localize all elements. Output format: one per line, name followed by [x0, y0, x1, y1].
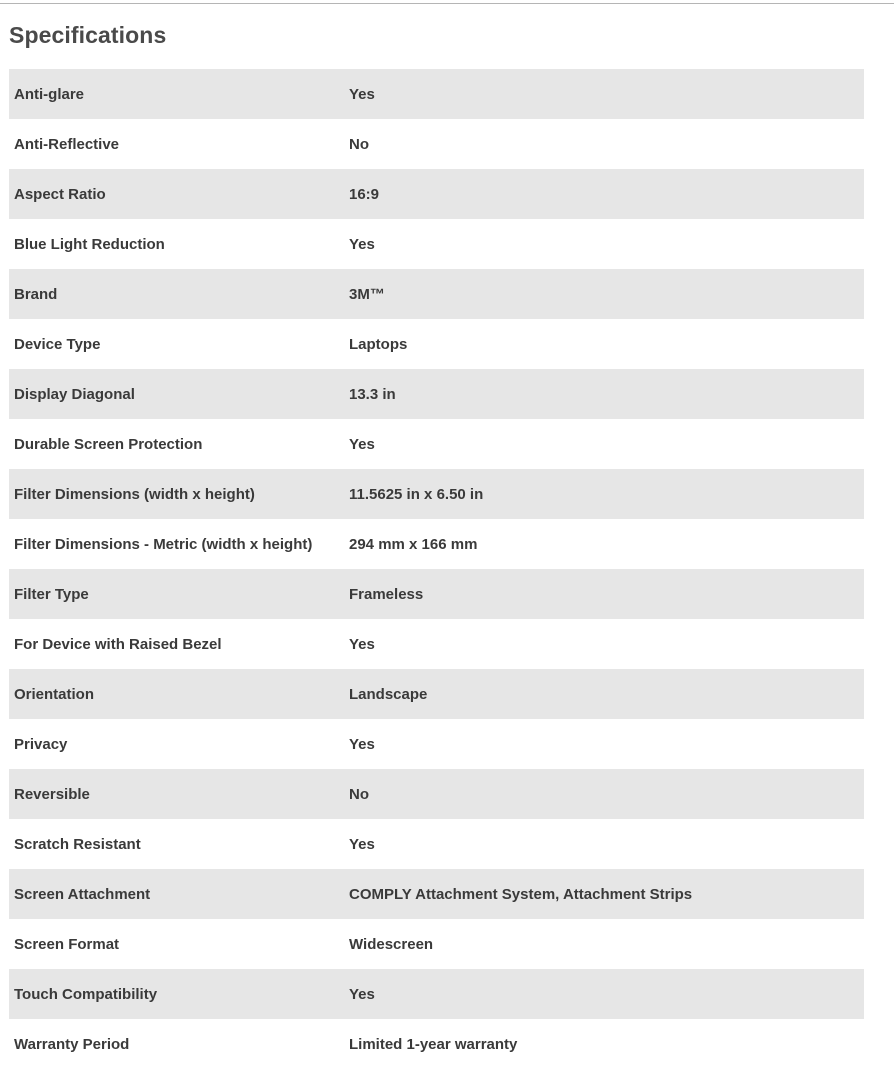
spec-label: Device Type [14, 335, 101, 353]
spec-row [9, 519, 864, 569]
spec-value: Landscape [349, 685, 428, 703]
spec-row [9, 1019, 864, 1069]
spec-label: Scratch Resistant [14, 835, 141, 853]
spec-value: Widescreen [349, 935, 434, 953]
spec-value: 294 mm x 166 mm [349, 535, 478, 553]
spec-label: Anti-Reflective [14, 135, 120, 153]
spec-row [9, 969, 864, 1019]
spec-row [9, 369, 864, 419]
spec-label: Display Diagonal [14, 385, 135, 403]
spec-label: Filter Dimensions (width x height) [14, 485, 255, 503]
spec-label: Anti-glare [14, 85, 85, 103]
spec-value: No [349, 135, 369, 153]
top-divider [0, 3, 894, 4]
spec-row [9, 569, 864, 619]
spec-label: Touch Compatibility [14, 985, 158, 1003]
spec-row [9, 469, 864, 519]
spec-row [9, 119, 864, 169]
spec-label: Brand [14, 285, 58, 303]
spec-value: Frameless [349, 585, 424, 603]
spec-row [9, 169, 864, 219]
spec-row [9, 869, 864, 919]
spec-value: 13.3 in [349, 385, 396, 403]
spec-label: Screen Format [14, 935, 120, 953]
spec-label: Filter Type [14, 585, 89, 603]
spec-value: COMPLY Attachment System, Attachment Strips [349, 885, 693, 903]
spec-label: Reversible [14, 785, 90, 803]
spec-value: Yes [349, 635, 375, 653]
spec-row [9, 819, 864, 869]
spec-row [9, 619, 864, 669]
spec-row [9, 769, 864, 819]
spec-row [9, 269, 864, 319]
spec-value: 3M™ [349, 285, 385, 303]
spec-label: Orientation [14, 685, 95, 703]
spec-value: Yes [349, 85, 375, 103]
spec-value: No [349, 785, 369, 803]
spec-label: Aspect Ratio [14, 185, 106, 203]
spec-label: Warranty Period [14, 1035, 130, 1053]
spec-row [9, 919, 864, 969]
spec-row [9, 669, 864, 719]
spec-label: Privacy [14, 735, 68, 753]
spec-value: Yes [349, 835, 375, 853]
spec-value: Yes [349, 735, 375, 753]
spec-label: Durable Screen Protection [14, 435, 203, 453]
spec-value: Yes [349, 235, 375, 253]
spec-value: Laptops [349, 335, 408, 353]
spec-label: Filter Dimensions - Metric (width x height) [14, 535, 313, 553]
spec-row [9, 219, 864, 269]
spec-value: Yes [349, 435, 375, 453]
spec-value: 16:9 [349, 185, 380, 203]
spec-row [9, 69, 864, 119]
spec-row [9, 419, 864, 469]
specifications-table [9, 69, 864, 1069]
spec-row [9, 719, 864, 769]
spec-label: For Device with Raised Bezel [14, 635, 222, 653]
spec-label: Screen Attachment [14, 885, 151, 903]
spec-row [9, 319, 864, 369]
section-title: Specifications [9, 22, 167, 48]
spec-label: Blue Light Reduction [14, 235, 165, 253]
spec-value: Limited 1-year warranty [349, 1035, 518, 1053]
spec-value: Yes [349, 985, 375, 1003]
spec-value: 11.5625 in x 6.50 in [349, 485, 484, 503]
